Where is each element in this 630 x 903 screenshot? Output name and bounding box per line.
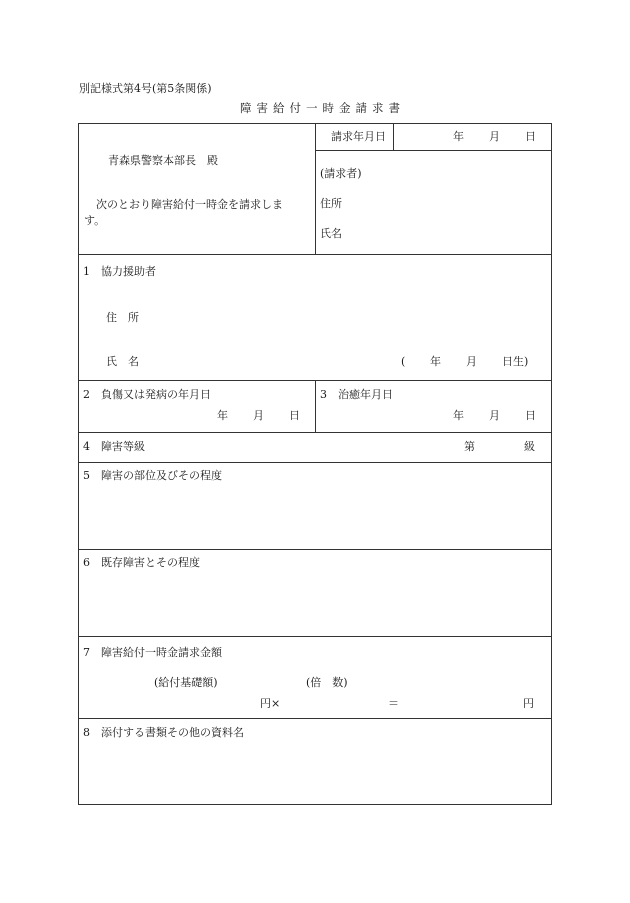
section-2-heading: 2 負傷又は発病の年月日 [83,388,211,401]
injury-date-day: 日 [289,409,300,422]
recovery-date-day: 日 [525,409,536,422]
section-5-heading: 5 障害の部位及びその程度 [83,469,222,482]
request-date-year: 年 [453,130,464,143]
section-8-heading: 8 添付する書類その他の資料名 [83,726,244,739]
claimant-label: (請求者) [320,167,362,180]
helper-address-label: 住 所 [106,311,139,324]
birth-month: 月 [466,355,477,368]
request-statement-line2: す。 [84,214,106,227]
section-7-heading: 7 障害給付一時金請求金額 [83,646,222,659]
section-4-heading: 4 障害等級 [83,440,145,453]
section-1-heading: 1 協力援助者 [83,265,156,278]
addressee: 青森県警察本部長 殿 [108,154,218,167]
equals-sign: ＝ [388,697,399,710]
grade-suffix: 級 [524,440,535,453]
request-date-month: 月 [489,130,500,143]
helper-name-label: 氏 名 [106,355,139,368]
request-date-day: 日 [525,130,536,143]
form-number: 別記様式第4号(第5条関係) [79,82,212,95]
injury-date-month: 月 [253,409,264,422]
grade-prefix: 第 [464,440,475,453]
multiplier-label: (倍 数) [306,676,348,689]
injury-date-year: 年 [217,409,228,422]
section-6-heading: 6 既存障害とその程度 [83,556,200,569]
birth-year: 年 [430,355,441,368]
document-title: 障害給付一時金請求書 [240,101,405,115]
request-statement-line1: 次のとおり障害給付一時金を請求しま [96,198,283,211]
claimant-name-label: 氏名 [320,227,342,240]
claimant-address-label: 住所 [320,197,342,210]
recovery-date-year: 年 [453,409,464,422]
base-amount-label: (給付基礎額) [154,676,218,689]
recovery-date-month: 月 [489,409,500,422]
request-date-label: 請求年月日 [331,130,386,143]
birth-open-paren: ( [401,355,406,368]
section-3-heading: 3 治癒年月日 [320,388,393,401]
birth-day: 日生) [502,355,529,368]
total-yen: 円 [523,697,534,710]
yen-times: 円× [260,697,281,710]
